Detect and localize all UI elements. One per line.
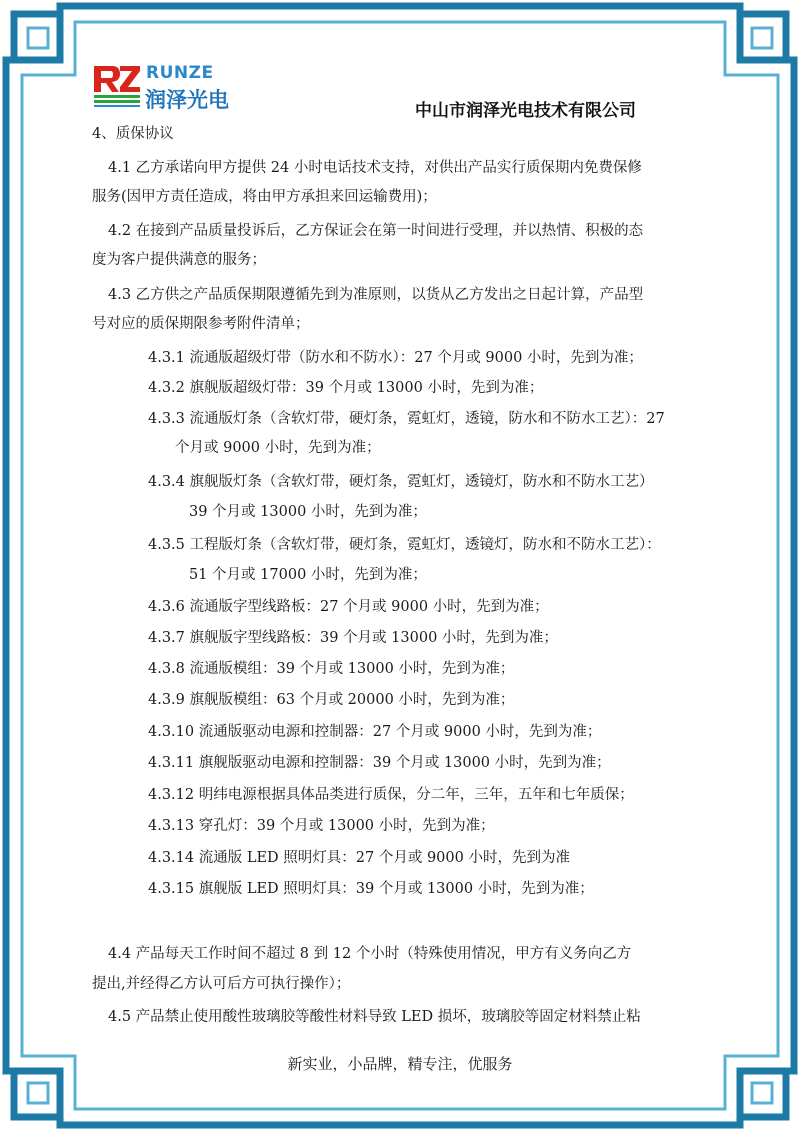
- item-4-3-5-line1: 4.3.5 工程版灯条（含软灯带，硬灯条，霓虹灯，透镜灯，防水和不防水工艺）：: [148, 537, 661, 553]
- rz-logo-mark-icon: [92, 62, 142, 108]
- item-4-3-10: 4.3.10 流通版驱动电源和控制器：27 个月或 9000 小时，先到为准；: [148, 724, 602, 740]
- item-4-3-13: 4.3.13 穿孔灯：39 个月或 13000 小时，先到为准；: [148, 818, 495, 834]
- item-4-3-7: 4.3.7 旗舰版字型线路板：39 个月或 13000 小时，先到为准；: [148, 630, 558, 646]
- paragraph-4-5-line1: 4.5 产品禁止使用酸性玻璃胶等酸性材料导致 LED 损坏，玻璃胶等固定材料禁止粘: [108, 1009, 641, 1025]
- logo-chinese-name: 润泽光电: [145, 88, 229, 112]
- paragraph-4-2-line1: 4.2 在接到产品质量投诉后，乙方保证会在第一时间进行受理，并以热情、积极的态: [108, 223, 644, 239]
- item-4-3-8: 4.3.8 流通版模组：39 个月或 13000 小时，先到为准；: [148, 661, 515, 677]
- paragraph-4-3-line2: 号对应的质保期限参考附件清单；: [92, 316, 310, 332]
- footer-slogan: 新实业，小品牌，精专注，优服务: [287, 1055, 513, 1073]
- item-4-3-6: 4.3.6 流通版字型线路板：27 个月或 9000 小时，先到为准；: [148, 599, 549, 615]
- paragraph-4-4-line2: 提出,并经得乙方认可后方可执行操作）；: [92, 976, 351, 992]
- item-4-3-1: 4.3.1 流通版超级灯带（防水和不防水）：27 个月或 9000 小时，先到为准；: [148, 350, 643, 366]
- item-4-3-11: 4.3.11 旗舰版驱动电源和控制器：39 个月或 13000 小时，先到为准；: [148, 755, 611, 771]
- item-4-3-2: 4.3.2 旗舰版超级灯带：39 个月或 13000 小时，先到为准；: [148, 380, 544, 396]
- paragraph-4-2-line2: 度为客户提供满意的服务；: [92, 252, 266, 268]
- item-4-3-12: 4.3.12 明纬电源根据具体品类进行质保，分二年，三年，五年和七年质保；: [148, 787, 634, 803]
- item-4-3-9: 4.3.9 旗舰版模组：63 个月或 20000 小时，先到为准；: [148, 692, 515, 708]
- item-4-3-3-line1: 4.3.3 流通版灯条（含软灯带，硬灯条，霓虹灯，透镜，防水和不防水工艺）：27: [148, 411, 665, 427]
- item-4-3-4-line2: 39 个月或 13000 小时，先到为准；: [189, 504, 427, 520]
- company-logo: [92, 62, 232, 110]
- item-4-3-5-line2: 51 个月或 17000 小时，先到为准；: [189, 567, 427, 583]
- item-4-3-3-line2: 个月或 9000 小时，先到为准；: [175, 440, 381, 456]
- paragraph-4-1-line2: 服务(因甲方责任造成，将由甲方承担来回运输费用)；: [92, 189, 437, 205]
- logo-english-name: RUNZE: [146, 63, 214, 83]
- item-4-3-15: 4.3.15 旗舰版 LED 照明灯具：39 个月或 13000 小时，先到为准；: [148, 881, 594, 897]
- item-4-3-14: 4.3.14 流通版 LED 照明灯具：27 个月或 9000 小时，先到为准: [148, 850, 570, 866]
- section-title: 4、质保协议: [92, 126, 174, 142]
- company-name-header: 中山市润泽光电技术有限公司: [415, 101, 636, 121]
- item-4-3-4-line1: 4.3.4 旗舰版灯条（含软灯带，硬灯条，霓虹灯，透镜灯，防水和不防水工艺）: [148, 474, 654, 490]
- paragraph-4-3-line1: 4.3 乙方供之产品质保期限遵循先到为准原则，以货从乙方发出之日起计算，产品型: [108, 287, 644, 303]
- paragraph-4-1-line1: 4.1 乙方承诺向甲方提供 24 小时电话技术支持，对供出产品实行质保期内免费保修: [108, 160, 642, 176]
- paragraph-4-4-line1: 4.4 产品每天工作时间不超过 8 到 12 个小时（特殊使用情况，甲方有义务向乙方: [108, 946, 632, 962]
